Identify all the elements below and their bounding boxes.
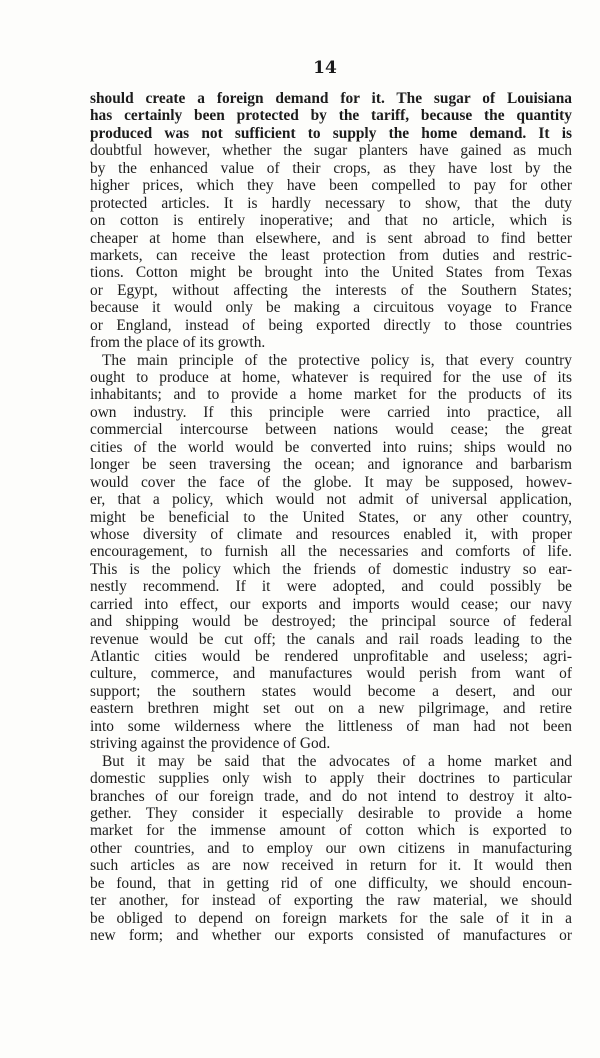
text-line: other countries, and to employ our own citizens in manufacturing — [90, 839, 572, 857]
text-line: support; the southern states would become a desert, and our — [90, 682, 572, 700]
body-text — [90, 90, 572, 944]
text-line: be found, that in getting rid of one difficulty, we should encoun- — [90, 874, 572, 892]
text-line: market for the immense amount of cotton which is exported to — [90, 822, 572, 840]
text-line: has certainly been protected by the tariff, because the quantity — [90, 107, 572, 125]
text-line: own industry. If this principle were carried into practice, all — [90, 403, 572, 421]
text-line: or England, instead of being exported directly to those countries — [90, 316, 572, 334]
text-line: markets, can receive the least protection from duties and restric- — [90, 246, 572, 264]
text-line: doubtful however, whether the sugar planters have gained as much — [90, 142, 572, 160]
text-line: er, that a policy, which would not admit of universal application, — [90, 491, 572, 509]
paragraph-1 — [90, 90, 572, 352]
text-line: cities of the world would be converted into ruins; ships would no — [90, 438, 572, 456]
text-line: eastern brethren might set out on a new pilgrimage, and retire — [90, 700, 572, 718]
text-line: into some wilderness where the littleness of man had not been — [90, 717, 572, 735]
text-line: new form; and whether our exports consisted of manufactures or — [90, 927, 572, 944]
text-line: nestly recommend. If it were adopted, and could possibly be — [90, 578, 572, 596]
text-line: whose diversity of climate and resources enabled it, with proper — [90, 525, 572, 543]
text-line: carried into effect, our exports and imports would cease; our navy — [90, 595, 572, 613]
text-line: inhabitants; and to provide a home market for the products of its — [90, 386, 572, 404]
text-line: on cotton is entirely inoperative; and that no article, which is — [90, 212, 572, 230]
text-line: might be beneficial to the United States, or any other country, — [90, 508, 572, 526]
text-line: This is the policy which the friends of domestic industry so ear- — [90, 560, 572, 578]
text-line: encouragement, to furnish all the necessaries and comforts of life. — [90, 543, 572, 561]
text-line: ought to produce at home, whatever is required for the use of its — [90, 369, 572, 386]
text-line: domestic supplies only wish to apply their doctrines to particular — [90, 770, 572, 788]
text-line: from the place of its growth. — [90, 334, 266, 352]
text-line: longer be seen traversing the ocean; and ignorance and barbarism — [90, 456, 572, 474]
text-line: by the enhanced value of their crops, as they have lost by the — [90, 159, 572, 177]
text-line: striving against the providence of God. — [90, 735, 331, 753]
paragraph-2 — [90, 352, 572, 753]
text-line: because it would only be making a circuitous voyage to France — [90, 299, 572, 317]
text-line: gether. They consider it especially desirable to provide a home — [90, 804, 572, 822]
text-line: branches of our foreign trade, and do not intend to destroy it alto- — [90, 787, 572, 805]
text-line: tions. Cotton might be brought into the United States from Texas — [90, 264, 572, 282]
text-line: and shipping would be destroyed; the principal source of federal — [90, 613, 572, 631]
text-line: commercial intercourse between nations would cease; the great — [90, 421, 572, 439]
text-line: such articles as are now received in return for it. It would then — [90, 857, 572, 875]
text-line: culture, commerce, and manufactures would perish from want of — [90, 665, 572, 683]
paragraph-3 — [90, 753, 572, 945]
text-line: higher prices, which they have been compelled to pay for other — [90, 177, 572, 195]
text-line: be obliged to depend on foreign markets for the sale of it in a — [90, 909, 572, 927]
text-line: revenue would be cut off; the canals and rail roads leading to the — [90, 630, 572, 648]
text-line: The main principle of the protective policy is, that every country — [102, 351, 572, 369]
text-line: But it may be said that the advocates of a home market and — [102, 752, 572, 770]
text-line: or Egypt, without affecting the interests of the Southern States; — [90, 281, 572, 299]
text-line: produced was not sufficient to supply the home demand. It is — [90, 124, 572, 142]
page-number: 14 — [313, 58, 337, 78]
text-line: should create a foreign demand for it. The sugar of Louisiana — [90, 90, 572, 107]
text-line: Atlantic cities would be rendered unprofitable and useless; agri- — [90, 648, 572, 665]
text-line: protected articles. It is hardly necessary to show, that the duty — [90, 194, 572, 212]
text-line: ter another, for instead of exporting the raw material, we should — [90, 892, 572, 910]
text-line: would cover the face of the globe. It may be supposed, howev- — [90, 473, 572, 491]
text-line: cheaper at home than elsewhere, and is sent abroad to find better — [90, 229, 572, 247]
